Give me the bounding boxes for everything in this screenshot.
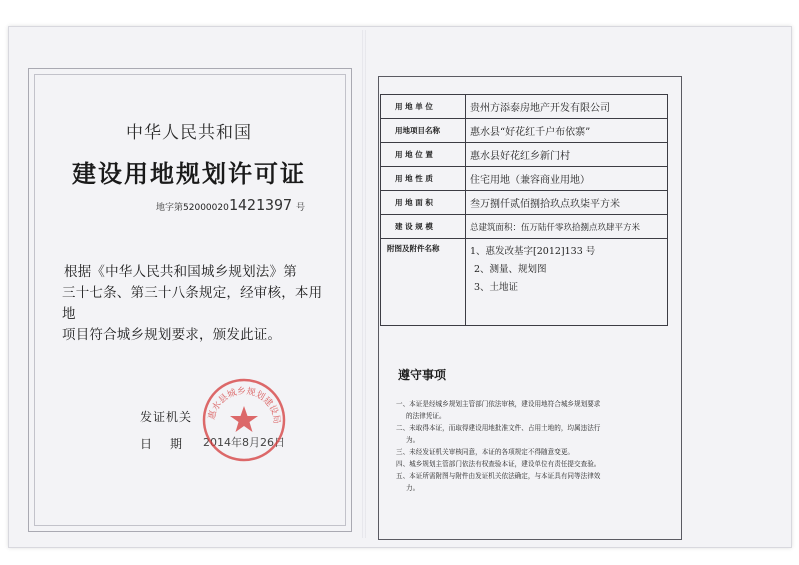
- certificate-title: 建设用地规划许可证: [72, 160, 306, 188]
- attachment-item: 2、测量、规划图: [474, 264, 547, 275]
- number-code-a: 52000020: [183, 203, 229, 213]
- seal-star-icon: [230, 406, 258, 432]
- table-row: [381, 95, 668, 119]
- row-value: 总建筑面积：伍万陆仟零玖拾捌点玖肆平方米: [466, 215, 668, 239]
- notice-item: 一、本证是经城乡规划主管部门依法审核，建设用地符合城乡规划要求: [396, 400, 601, 408]
- center-fold: [362, 30, 366, 538]
- notice-item-cont: 为。: [406, 436, 420, 444]
- statement-line: 根据《中华人民共和国城乡规划法》第: [64, 264, 297, 280]
- row-label: 用 地 位 置: [381, 143, 466, 167]
- notice-item-cont: 力。: [406, 484, 420, 492]
- notice-item: 二、未取得本证，而取得建设用地批准文件、占用土地的，均属违法行: [396, 424, 601, 432]
- statement-line: 项目符合城乡规划要求，颁发此证。: [62, 327, 282, 343]
- attachments-label: 附图及附件名称: [381, 239, 466, 326]
- seal-text: 惠水县城乡规划建设局: [207, 386, 282, 425]
- number-suffix: 号: [296, 203, 306, 213]
- attachment-item: 3、土地证: [474, 282, 519, 293]
- land-use-info-table: [380, 94, 668, 326]
- row-label: 建 设 规 模: [381, 215, 466, 239]
- row-label: 用地项目名称: [381, 119, 466, 143]
- row-value: 惠水县“好花红千户布依寨”: [466, 119, 668, 143]
- date-label-a: 日: [140, 437, 153, 451]
- row-label: 用 地 单 位: [381, 95, 466, 119]
- table-row: [381, 143, 668, 167]
- notice-title: 遵守事项: [398, 368, 447, 382]
- notice-item-cont: 的法律凭证。: [406, 412, 446, 420]
- number-code-b: 1421397: [228, 196, 293, 214]
- date-label-b: 期: [170, 437, 183, 451]
- row-label: 用 地 性 质: [381, 167, 466, 191]
- notice-list: [396, 398, 664, 494]
- official-seal: [200, 376, 288, 464]
- attachments-list: [466, 239, 668, 326]
- country-name: 中华人民共和国: [126, 123, 252, 143]
- issuer-label: 发证机关: [140, 410, 193, 424]
- table-row: [381, 215, 668, 239]
- attachment-item: 1、惠发改基字[2012]133 号: [470, 246, 596, 257]
- table-row: [381, 191, 668, 215]
- number-prefix: 地字第: [156, 203, 184, 213]
- statement-line: 三十七条、第三十八条规定，经审核，本用地: [62, 285, 323, 322]
- row-label: 用 地 面 积: [381, 191, 466, 215]
- row-value: 贵州方添泰房地产开发有限公司: [466, 95, 668, 119]
- table-row: [381, 119, 668, 143]
- certificate-statement: [62, 262, 332, 346]
- certificate-number: [156, 196, 305, 214]
- row-value: 惠水县好花红乡新门村: [466, 143, 668, 167]
- row-value: 叁万捌仟贰佰捌拾玖点玖柒平方米: [466, 191, 668, 215]
- row-value: 住宅用地（兼容商业用地）: [466, 167, 668, 191]
- issue-date: 2014年8月26日: [203, 436, 285, 449]
- notice-item: 三、未经发证机关审核同意，本证的各项规定不得随意变更。: [396, 448, 575, 456]
- table-row: [381, 167, 668, 191]
- date-label: [140, 435, 182, 452]
- notice-item: 五、本证所需附图与附件由发证机关依法确定，与本证具有同等法律效: [396, 472, 601, 480]
- attachments-row: [381, 239, 668, 326]
- notice-item: 四、城乡规划主管部门依法有权查验本证，建设单位有责任提交查验。: [396, 460, 601, 468]
